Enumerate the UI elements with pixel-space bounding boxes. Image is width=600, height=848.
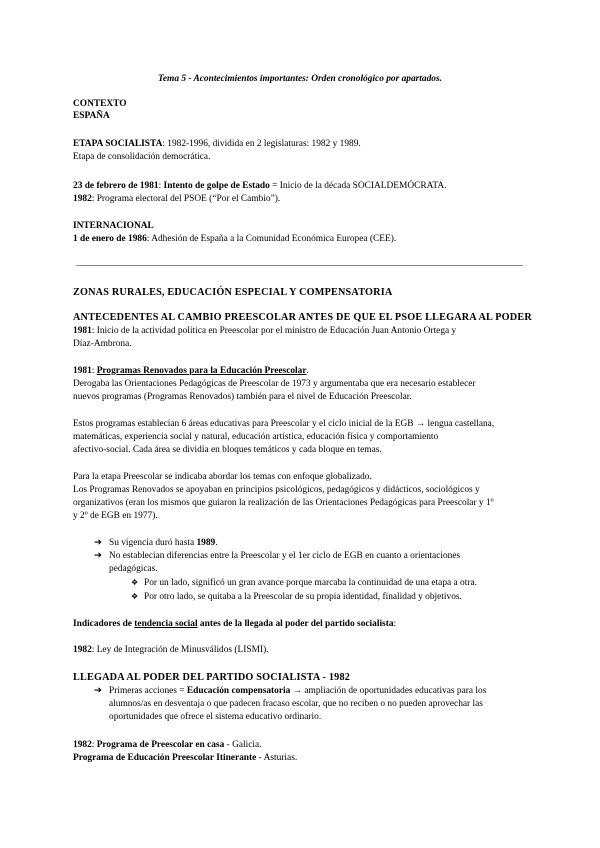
pa-post: → ampliación de oportunidades educativas para los — [290, 686, 487, 696]
diamond-bullet-icon: ❖ — [131, 592, 139, 601]
glob-line-3: organizativos (eran los mismos que guiaron la realización de las Orientaciones Pedagógicas para Preescolar y 1º — [73, 498, 494, 508]
cee-line — [73, 233, 528, 246]
diamond-bullet-icon: ❖ — [131, 578, 139, 587]
arrow-icon: ➔ — [94, 686, 102, 696]
areas-line-3: afectivo-social. Cada área se dividía en bloques temáticos y cada bloque en temas. — [73, 445, 382, 455]
llegada-title: LLEGADA AL PODER DEL PARTIDO SOCIALISTA - 1982 — [73, 672, 351, 683]
preescolar-casa-line — [73, 739, 528, 752]
casa-colon: : — [91, 740, 97, 750]
a1981-year: 1981 — [73, 326, 92, 336]
sub-bullet-2-text: Por otro lado, se quitaba a la Preescolar de su propia identidad, finalidad y objetivos. — [144, 592, 462, 602]
pa-line-2: alumnos/as en desventaja o que padecen fracaso escolar, que no reciben o no pueden aprovechar las — [109, 699, 483, 709]
pr-desc-2: nuevos programas (Programas Renovados) también para el nivel de Educación Preescolar. — [73, 392, 412, 402]
sub-bullet-1 — [131, 577, 586, 590]
sub-bullet-1-text: Por un lado, significó un gran avance porque marcaba la continuidad de una etapa a otra. — [144, 578, 477, 588]
itin-label: Programa de Educación Preescolar Itinerante — [73, 753, 257, 763]
glob-line-4: y 2º de EGB en 1977). — [73, 511, 158, 521]
areas-line-1: Estos programas establecían 6 áreas educativas para Preescolar y el ciclo inicial de la EGB → lengua castellana, — [73, 419, 495, 429]
ind-underlined: tendencia social — [134, 619, 198, 629]
a1981-text: : Inicio de la actividad política en Preescolar por el ministro de Educación Juan Antonio Ortega y — [91, 326, 457, 336]
programa-1982-year: 1982 — [73, 194, 92, 204]
casa-label: Programa de Preescolar en casa — [96, 740, 225, 750]
glob-line-1: Para la etapa Preescolar se indicaba abordar los temas con enfoque globalizado. — [73, 472, 372, 482]
heading-internacional: INTERNACIONAL — [73, 221, 154, 231]
itinerante-line — [73, 752, 528, 765]
etapa-label: ETAPA SOCIALISTA — [73, 139, 163, 149]
golpe-label: Intento de golpe de Estado — [163, 181, 270, 191]
pr-desc-1: Derogaba las Orientaciones Pedagógicas de Preescolar de 1973 y argumentaba que era necesario establecer — [73, 379, 476, 389]
casa-text: - Galicia. — [224, 740, 262, 750]
heading-espana: ESPAÑA — [73, 111, 110, 121]
itin-text: - Asturias. — [256, 753, 298, 763]
lismi-text: : Ley de Integración de Minusválidos (LISMI). — [91, 645, 269, 655]
golpe-colon: : — [158, 181, 164, 191]
bullet-diferencias — [94, 550, 549, 563]
indicadores-line — [73, 618, 528, 631]
bullet-diferencias-text: No establecían diferencias entre la Preescolar y el 1er ciclo de EGB en cuanto a orientaciones — [109, 551, 461, 561]
a1981-line-2: Díaz-Ambrona. — [73, 339, 132, 349]
arrow-icon: ➔ — [94, 551, 102, 561]
casa-year: 1982 — [73, 740, 92, 750]
etapa-text: : 1982-1996, dividida en 2 legislaturas: 1982 y 1989. — [162, 139, 361, 149]
bullet-vigencia-year: 1989 — [196, 538, 216, 548]
pr-dot: . — [306, 366, 309, 376]
bullet-vigencia-dot: . — [215, 538, 218, 548]
heading-contexto: CONTEXTO — [73, 99, 127, 109]
arrow-icon: ➔ — [94, 538, 102, 548]
pr-year: 1981 — [73, 366, 92, 376]
programas-renovados-line — [73, 365, 528, 378]
pa-line-3: oportunidades que ofrece el sistema educativo ordinario. — [109, 712, 322, 722]
lismi-line — [73, 644, 528, 657]
pr-label: Programas Renovados para la Educación Preescolar — [96, 366, 307, 376]
bullet-vigencia-text: Su vigencia duró hasta — [109, 538, 197, 548]
cee-text: : Adhesión de España a la Comunidad Económica Europea (CEE). — [146, 234, 397, 244]
golpe-text: = Inicio de la década SOCIALDEMÓCRATA. — [269, 181, 447, 191]
ind-colon: : — [393, 619, 397, 629]
ind-pre: Indicadores de — [73, 619, 135, 629]
glob-line-2: Los Programas Renovados se apoyaban en principios psicológicos, pedagógicos y didácticos, sociológicos y — [73, 485, 480, 495]
lismi-year: 1982 — [73, 645, 92, 655]
page-title: Tema 5 - Acontecimientos importantes: Orden cronológico por apartados. — [158, 74, 442, 84]
etapa-socialista-line — [73, 138, 528, 151]
bullet-diferencias-cont: pedagógicas. — [109, 564, 158, 574]
horizontal-divider — [76, 265, 523, 266]
areas-line-2: matemáticas, experiencia social y natural, educación artística, educación física y comportamiento — [73, 432, 439, 442]
cee-date: 1 de enero de 1986 — [73, 234, 147, 244]
bullet-vigencia — [94, 537, 549, 550]
bullet-primeras-acciones — [94, 685, 549, 698]
antecedentes-title: ANTECEDENTES AL CAMBIO PREESCOLAR ANTES DE QUE EL PSOE LLEGARA AL PODER — [73, 312, 532, 323]
pr-colon: : — [91, 366, 97, 376]
section-title: ZONAS RURALES, EDUCACIÓN ESPECIAL Y COMPENSATORIA — [73, 287, 393, 298]
programa-1982-line — [73, 193, 528, 206]
a1981-line-1 — [73, 325, 528, 338]
pa-pre: Primeras acciones = — [109, 686, 187, 696]
ind-post: antes de la llegada al poder del partido socialista — [197, 619, 394, 629]
pa-bold: Educación compensatoria — [186, 686, 291, 696]
golpe-line — [73, 180, 528, 193]
programa-1982-text: : Programa electoral del PSOE (“Por el Cambio”). — [91, 194, 281, 204]
golpe-date: 23 de febrero de 1981 — [73, 181, 159, 191]
sub-bullet-2 — [131, 591, 586, 604]
etapa-sub: Etapa de consolidación democrática. — [73, 152, 211, 162]
